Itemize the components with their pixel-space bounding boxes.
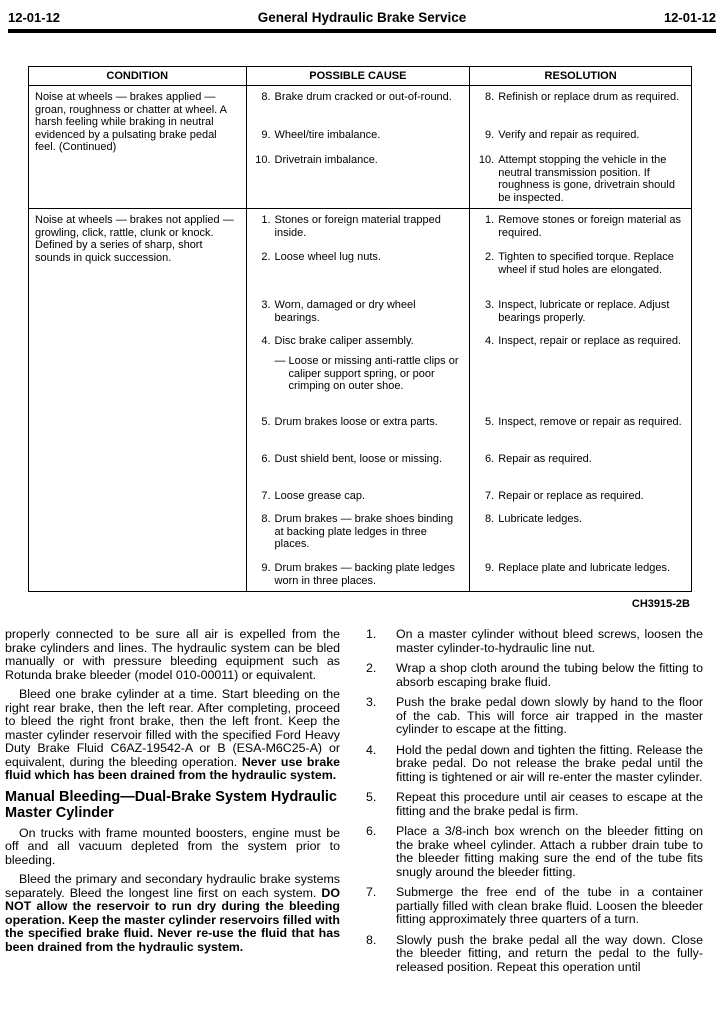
- list-item: 5. Drum brakes loose or extra parts.: [261, 416, 438, 428]
- list-item: 8. Lubricate ledges.: [485, 513, 582, 525]
- diagnosis-table: [28, 66, 692, 592]
- list-item: 1. Remove stones or foreign material as required.: [485, 214, 682, 239]
- list-item: 4. Inspect, repair or replace as required.: [485, 335, 682, 347]
- list-item: 8. Slowly push the brake pedal all the way down. Close the bleeder fitting, and return the pedal to the fully-released position. Repeat this operation until: [366, 932, 703, 974]
- column-header-resolution: RESOLUTION: [470, 67, 692, 86]
- resolution-cell: [470, 209, 692, 592]
- list-item: 6. Place a 3/8-inch box wrench on the bleeder fitting on the brake wheel cylinder. Attach a rubber drain tube to the bleeder fitting making sure the end of the tube fits snugly around the bleeder fitting.: [366, 824, 703, 879]
- list-item: 1. Stones or foreign material trapped inside.: [261, 214, 441, 239]
- list-item: — Loose or missing anti-rattle clips or caliper support spring, or poor crimping on outer shoe.: [274, 355, 459, 392]
- list-item: 6. Dust shield bent, loose or missing.: [261, 453, 443, 465]
- list-item: 9. Verify and repair as required.: [485, 129, 640, 141]
- list-item: 4. Hold the pedal down and tighten the fitting. Release the brake pedal. Do not release the brake pedal until the fitting is tightened or air will re-enter the master cylinder.: [366, 742, 703, 784]
- list-item: 9. Drum brakes — backing plate ledges worn in three places.: [261, 562, 455, 587]
- list-item: 7. Repair or replace as required.: [485, 490, 644, 502]
- page-number-left: 12-01-12: [8, 10, 61, 25]
- page-title: General Hydraulic Brake Service: [257, 10, 467, 25]
- section-heading: Manual Bleeding—Dual-Brake System Hydraulic Master Cylinder: [5, 788, 337, 821]
- table-row: [29, 86, 692, 209]
- list-item: 2. Wrap a shop cloth around the tubing below the fitting to absorb escaping brake fluid.: [366, 661, 703, 689]
- page-number-right: 12-01-12: [663, 10, 716, 25]
- list-item: 6. Repair as required.: [485, 453, 592, 465]
- right-column: [366, 628, 703, 981]
- list-item: 5. Repeat this procedure until air ceases to escape at the fitting and the brake pedal is firm.: [366, 790, 703, 818]
- figure-reference: CH3915-2B: [631, 598, 690, 610]
- left-column: [5, 628, 340, 960]
- cause-cell: [246, 209, 470, 592]
- list-item: 5. Inspect, remove or repair as required.: [485, 416, 682, 428]
- list-item: 1. On a master cylinder without bleed screws, loosen the master cylinder-to-hydraulic line nut.: [366, 627, 703, 655]
- list-item: 2. Tighten to specified torque. Replace wheel if stud holes are elongated.: [485, 251, 674, 276]
- paragraph: Bleed one brake cylinder at a time. Start bleeding on the right rear brake, then the left rear. After completing, proceed to bleed the right front brake, then the left front. Keep the master cylinder reservoir filled with the specified Ford Heavy Duty Brake Fluid C6AZ-19542-A or B (ESA-M6C25-A) or equivalent, during the bleeding operation. Never use brake fluid which has been drained from the hydraulic system.: [5, 687, 340, 782]
- resolution-cell: [470, 86, 692, 209]
- list-item: 10. Drivetrain imbalance.: [255, 154, 378, 166]
- list-item: 8. Drum brakes — brake shoes binding at backing plate ledges in three places.: [261, 513, 454, 550]
- table-row: [29, 209, 692, 592]
- column-header-cause: POSSIBLE CAUSE: [246, 67, 470, 86]
- cause-cell: [246, 86, 470, 209]
- list-item: 8. Refinish or replace drum as required.: [485, 91, 680, 103]
- column-header-condition: CONDITION: [29, 67, 247, 86]
- list-item: 3. Worn, damaged or dry wheel bearings.: [261, 299, 416, 324]
- list-item: 7. Loose grease cap.: [261, 490, 366, 502]
- page-header: [8, 10, 716, 28]
- list-item: 8. Brake drum cracked or out-of-round.: [261, 91, 452, 103]
- header-rule: [8, 29, 716, 33]
- list-item: 3. Push the brake pedal down slowly by hand to the floor of the cab. This will force air trapped in the master cylinder to escape at the fitting.: [366, 695, 703, 736]
- list-item: 3. Inspect, lubricate or replace. Adjust bearings properly.: [485, 299, 670, 324]
- list-item: 7. Submerge the free end of the tube in a container partially filled with clean brake fluid. Loosen the bleeder fitting approximately three quarters of a turn.: [366, 885, 703, 926]
- condition-cell: Noise at wheels — brakes applied — groan, roughness or chatter at wheel. A harsh feeling while braking in neutral evidenced by a pulsating brake pedal feel. (Continued): [29, 86, 247, 209]
- list-item: 9. Wheel/tire imbalance.: [261, 129, 381, 141]
- list-item: 4. Disc brake caliper assembly.: [261, 335, 414, 347]
- paragraph: Bleed the primary and secondary hydraulic brake systems separately. Bleed the longest line first on each system. DO NOT allow the reservoir to run dry during the bleeding operation. Keep the master cylinder reservoirs filled with the specified brake fluid. Never re-use the fluid that has been drained from the hydraulic system.: [5, 872, 340, 954]
- list-item: 10. Attempt stopping the vehicle in the neutral transmission position. If roughness is gone, drivetrain should be inspected.: [478, 154, 675, 204]
- list-item: 9. Replace plate and lubricate ledges.: [485, 562, 671, 574]
- list-item: 2. Loose wheel lug nuts.: [261, 251, 381, 263]
- condition-cell: Noise at wheels — brakes not applied — growling, click, rattle, clunk or knock. Defined by a series of sharp, short sounds in quick succession.: [29, 209, 247, 592]
- paragraph: On trucks with frame mounted boosters, engine must be off and all vacuum depleted from the system prior to bleeding.: [5, 825, 340, 867]
- paragraph: properly connected to be sure all air is expelled from the brake cylinders and lines. The hydraulic system can be bled manually or with pressure bleeding equipment such as Rotunda brake bleeder (model 010-00011) or equivalent.: [5, 627, 340, 682]
